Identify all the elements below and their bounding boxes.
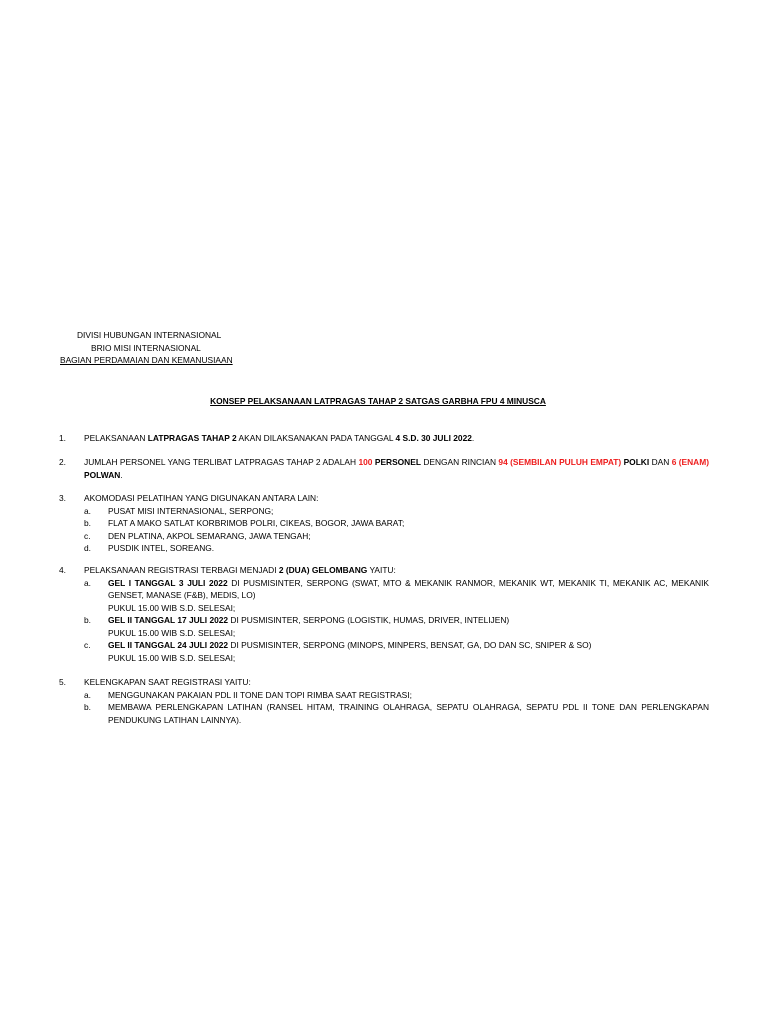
letterhead-section: BAGIAN PERDAMAIAN DAN KEMANUSIAAN (60, 355, 233, 365)
sub-item-text: FLAT A MAKO SATLAT KORBRIMOB POLRI, CIKEAS, BOGOR, JAWA BARAT; (108, 518, 405, 528)
text-run-bold: LATPRAGAS TAHAP 2 (147, 433, 237, 443)
sub-item-text: MEMBAWA PERLENGKAPAN LATIHAN (RANSEL HITAM, TRAINING OLAHRAGA, SEPATU OLAHRAGA, SEPATU PDL II TONE DAN PERLENGKAPAN PENDUKUNG LATIHAN LAINNYA). (108, 702, 709, 725)
text-run: PELAKSANAAN REGISTRASI TERBAGI MENJADI (84, 565, 279, 575)
sub-item-letter: a. (84, 505, 91, 516)
sub-item (59, 530, 709, 543)
list-item-1 (59, 432, 709, 445)
sub-item-text (108, 614, 709, 627)
sub-item-text: MENGGUNAKAN PAKAIAN PDL II TONE DAN TOPI RIMBA SAAT REGISTRASI; (108, 689, 412, 700)
text-run: DENGAN RINCIAN (420, 457, 499, 467)
sub-item-letter: b. (84, 702, 91, 712)
sub-item-text (108, 639, 709, 652)
text-run-bold: POLWAN (84, 469, 121, 480)
sub-item-time: PUKUL 15.00 WIB S.D. SELESAI; (108, 627, 236, 638)
text-run-bold: GEL I TANGGAL 3 JULI 2022 (108, 577, 228, 588)
sub-item-letter: d. (84, 543, 91, 553)
text-run-bold: GEL II TANGGAL 24 JULI 2022 (108, 640, 229, 650)
letterhead-division: DIVISI HUBUNGAN INTERNASIONAL (77, 330, 222, 340)
sub-item-letter: c. (84, 640, 91, 650)
sub-item (59, 701, 709, 726)
list-item-3 (59, 492, 709, 555)
sub-item (59, 577, 709, 615)
text-run: AKAN DILAKSANAKAN PADA TANGGAL (236, 433, 396, 443)
text-run-highlight: 100 (358, 457, 373, 467)
text-run-bold: POLKI (621, 457, 650, 467)
text-run-bold: PERSONEL (372, 457, 421, 467)
text-run-bold: 4 S.D. 30 JULI 2022 (395, 433, 472, 443)
item-number: 3. (59, 493, 66, 503)
sub-item-text: DEN PLATINA, AKPOL SEMARANG, JAWA TENGAH; (108, 530, 311, 541)
sub-item-text: PUSDIK INTEL, SOREANG. (108, 543, 215, 553)
item-number: 2. (59, 457, 66, 467)
text-run: DI PUSMISINTER, SERPONG (MINOPS, MINPERS, BENSAT, GA, DO DAN SC, SNIPER & SO) (228, 640, 592, 650)
sub-item-letter: a. (84, 577, 91, 588)
text-run: DI PUSMISINTER, SERPONG (LOGISTIK, HUMAS, DRIVER, INTELIJEN) (228, 615, 510, 625)
sub-item-time: PUKUL 15.00 WIB S.D. SELESAI; (108, 602, 236, 613)
sub-item (59, 689, 709, 702)
text-run: DAN (649, 457, 672, 467)
text-run-highlight: 94 (SEMBILAN PULUH EMPAT) (498, 457, 622, 467)
item-number: 1. (59, 433, 66, 443)
text-run-bold: 2 (DUA) GELOMBANG (278, 565, 368, 575)
text-run: . (471, 433, 475, 443)
sub-item (59, 505, 709, 518)
item-text: AKOMODASI PELATIHAN YANG DIGUNAKAN ANTARA LAIN: (84, 493, 319, 503)
item-text (84, 564, 709, 577)
sub-item-letter: b. (84, 518, 91, 528)
letterhead (60, 329, 260, 367)
sub-item (59, 614, 709, 639)
item-text (84, 432, 709, 445)
letterhead-bureau: BRIO MISI INTERNASIONAL (91, 342, 201, 353)
sub-item (59, 517, 709, 530)
sub-item (59, 542, 709, 555)
sub-item-text: PUSAT MISI INTERNASIONAL, SERPONG; (108, 505, 274, 516)
list-item-5 (59, 676, 709, 726)
text-run-bold: GEL II TANGGAL 17 JULI 2022 (108, 615, 229, 625)
text-run-highlight: 6 (ENAM) (671, 457, 709, 467)
list-item-2 (59, 456, 709, 481)
item-text: KELENGKAPAN SAAT REGISTRASI YAITU: (84, 677, 251, 687)
sub-item-text (108, 577, 709, 602)
item-number: 4. (59, 565, 66, 575)
sub-item-letter: a. (84, 689, 91, 700)
item-number: 5. (59, 677, 66, 687)
text-run: DI PUSMISINTER, SERPONG (SWAT, MTO & MEKANIK RANMOR, MEKANIK WT, MEKANIK TI, MEKANIK AC, MEKANIK GENSET, MANASE (F&B), MEDIS, LO) (108, 577, 709, 600)
sub-item (59, 639, 709, 664)
sub-item-time: PUKUL 15.00 WIB S.D. SELESAI; (108, 652, 236, 663)
list-item-4 (59, 564, 709, 664)
text-run: . (120, 469, 123, 480)
document-title: KONSEP PELAKSANAAN LATPRAGAS TAHAP 2 SATGAS GARBHA FPU 4 MINUSCA (210, 396, 546, 406)
text-run: JUMLAH PERSONEL YANG TERLIBAT LATPRAGAS TAHAP 2 ADALAH (84, 457, 359, 467)
item-text (84, 456, 709, 481)
text-run: YAITU: (367, 565, 396, 575)
text-run: PELAKSANAAN (84, 433, 148, 443)
sub-item-letter: c. (84, 530, 91, 541)
sub-item-letter: b. (84, 615, 91, 625)
